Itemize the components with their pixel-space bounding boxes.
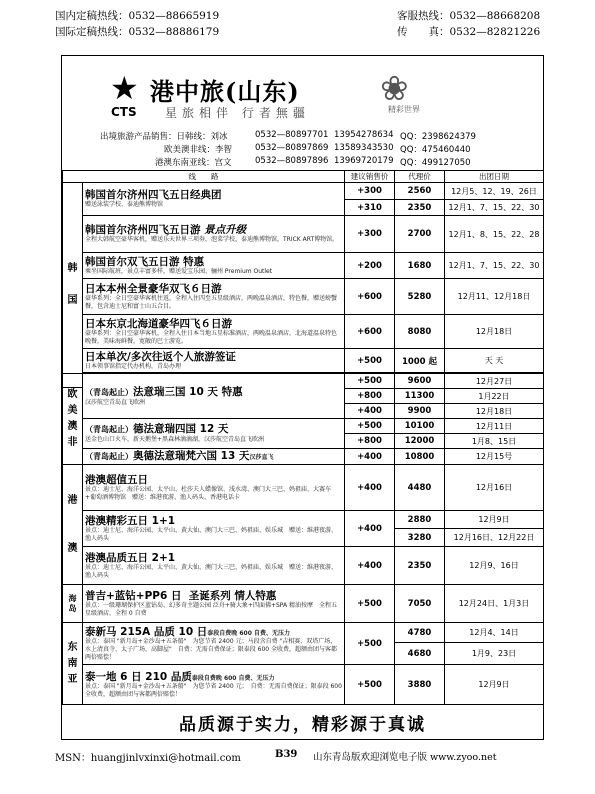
tour-hk-3: 港澳品质五日 2+1 景点：迪士尼、海洋公园、太平山、黄大仙、澳门大三巴、妈祖庙、娱乐城 赠送：维港夜游、渔人码头 — [83, 547, 345, 585]
region-sea: 东 南 亚 — [63, 623, 83, 705]
footer-publisher: 山东青岛版欢迎浏览电子版 www.zyoo.net — [313, 752, 497, 763]
tour-japan-2: 日本东京北海道豪华四飞６日游 豪华系列：全日空豪华客机，全程入住日本当地五星标准酒店，两晚温泉酒店，北海道温泉特色晚餐，美味海鲜餐，宽敞的巴士游览。 — [83, 315, 345, 349]
service-hotline: 客服热线：0532—88668208 — [397, 10, 541, 22]
domestic-hotline: 国内定稿热线：0532—88665919 — [55, 10, 220, 22]
region-hk: 港 澳 — [63, 465, 83, 585]
col-route: 线 路 — [63, 171, 345, 183]
brand-slogan: 星旅相伴 行者無疆 — [165, 106, 310, 120]
tour-japan-visa: 日本单次/多次往返个人旅游签证 日本领事馆指定代办机构，青岛办理 — [83, 349, 345, 373]
partner-logo-icon: ❀ — [380, 69, 409, 109]
region-hainan: 海 岛 — [63, 585, 83, 623]
tour-hk-2: 港澳精彩五日 1+1 景点：迪士尼、海洋公园、太平山、黄大仙、澳门大三巴、妈祖庙、娱乐城 赠送：维港夜游、渔人码头 — [83, 511, 345, 547]
brand-name: 港中旅(山东) — [150, 77, 300, 106]
page-number: B39 — [275, 749, 298, 760]
tour-korea-2: 韩国首尔济州四飞五日游 景点升级 全程大韩航空豪华客机，赠送乐天世界三项券，泡菜学校，泰迪熊博物馆，TRICK ART博物馆。 — [83, 216, 345, 253]
contact-row-1: 出境旅游产品销售：日韩线：刘冰 0532—80897701 13954278634 QQ：2398624379 — [100, 130, 476, 142]
col-agent-price: 代理价 — [395, 171, 445, 183]
tour-table-2: 欧 美 澳 非 （青岛起止）法意瑞三国 10 天 特惠 汉莎航空青岛直飞欧洲 +500 9600 12月27日 +800 11300 1月22日 +400 9900 12月18日 （青岛起止）德法意瑞四国 12 天 送金色山口火车，新天鹅堡+黑森林滴滴湖，汉莎航空青岛直飞欧洲 +500 10100 12月11日 +800 12000 1月8、15日 （青岛起止）奥德法意瑞梵六国 13 天汉莎直飞 +400 10800 12月15号 港 澳 港澳超值五日 景点：迪士尼、海洋公园、太平山、杜莎夫人蜡像馆、浅水湾、澳门大三巴、妈祖庙、大赛车+葡萄酒博物馆 赠送：维港夜游、渔人码头、香港电话卡 +400 4480 12月16日 港澳精彩五日 1+1 景点：迪士尼、海洋公园、太平山、黄大仙、澳门大三巴、妈祖庙、娱乐城 赠送：维港夜游、渔人码头 +400 2880 12月9日 3280 12月16日、12月22日 港澳品质五日 2+1 景点：迪士尼、海洋公园、太平山、黄大仙、澳门大三巴、妈祖庙、娱乐城 赠送：维港夜游、渔人码头 +400 2350 12月9、16日 海 岛 普吉+蓝钻+PP6 日 圣诞系列 情人特惠 景点：一级珊瑚保护区蓝钻岛、幻多奇主题公园 泛舟+骑大象+四面佛+SPA 精油按摩 全程五星级酒店，全程 0 自费 +500 7050 12月24日、1月3日 东 南 亚 泰新马 215A 品质 10 日泰段自费晚 600 自费、无压力 景点：泰国 "新月岛+金沙岛+五条船" 为您节省 2400 元；马段含自费 "吉相赛、双塔广场、水上清真寺、太子广场、高脚屋" 自费：无需自费保证；限泰段 600 全收费，超额由团与客都两倍赔偿！ +500 4780 12月4、14日 4680 1月9、23日 泰一地 6 日 210 品质泰段自费晚 600 自费、无压力 景点：泰国 "新月岛+金沙岛+五条船" 为您节省 2400 元； 自费：无需自费保证；限泰段 600 全收费，超额由团与客都两倍赔偿！ +500 3880 12月9日 — [62, 373, 544, 705]
region-euro: 欧 美 澳 非 — [63, 374, 83, 465]
tour-table: 线 路 建议销售价 代理价 出团日期 韩 国 韩国首尔济州四飞五日经典团 赠送泳装学校、泰迪熊博物馆 +300 2560 12月5、12、19、26日 +310 2350 12月1、7、15、22、30 韩国首尔济州四飞五日游 景点升级 全程大韩航空豪华客机，赠送乐天世界三项券，泡菜学校，泰迪熊博物馆，TRICK ART博物馆。 +300 2700 12月1、8、15、22、28 韩国首尔双飞五日游 特惠 乘坐国际航班，景点丰富多样，赠送爱宝乐园、骊州 Premium Outlet +200 1680 12月1、7、15、22、30 日本本州全景豪华双飞６日游 豪华系列：全日空豪华客机往返，全程入住四至五星级酒店，两晚温泉酒店，特色餐，赠送螃蟹餐，包含迪士尼和富士山五合目。 +600 5280 12月11、12月18日 日本东京北海道豪华四飞６日游 豪华系列：全日空豪华客机，全程入住日本当地五星标准酒店，两晚温泉酒店，北海道温泉特色晚餐，美味海鲜餐，宽敞的巴士游览。 +600 8080 12月18日 日本单次/多次往返个人旅游签证 日本领事馆指定代办机构，青岛办理 +500 1000 起 天 天 — [62, 170, 544, 388]
intl-hotline: 国际定稿热线：0532—88886179 — [55, 26, 220, 38]
tour-korea-1: 韩国首尔济州四飞五日经典团 赠送泳装学校、泰迪熊博物馆 — [83, 183, 345, 216]
col-dates: 出团日期 — [445, 171, 544, 183]
tour-sea-1: 泰新马 215A 品质 10 日泰段自费晚 600 自费、无压力 景点：泰国 "新月岛+金沙岛+五条船" 为您节省 2400 元；马段含自费 "吉相赛、双塔广场、水上清真寺、太子广场、高脚屋" 自费：无需自费保证；限泰段 600 全收费，超额由团与客都两倍赔偿！ — [83, 623, 345, 665]
cts-star-icon: ★ — [110, 69, 139, 107]
bottom-slogan: 品质源于实力，精彩源于真诚 — [179, 715, 426, 735]
contact-row-3: 港澳东南亚线：宫文 0532—80897896 13969720179 QQ：499127050 — [155, 156, 471, 168]
tour-korea-3: 韩国首尔双飞五日游 特惠 乘坐国际航班，景点丰富多样，赠送爱宝乐园、骊州 Premium Outlet — [83, 253, 345, 279]
tour-euro-2: （青岛起止）德法意瑞四国 12 天 送金色山口火车，新天鹅堡+黑森林滴滴湖，汉莎航空青岛直飞欧洲 — [83, 419, 345, 449]
contact-row-2: 欧美澳非线：李智 0532—80897869 13589343530 QQ：475460440 — [164, 143, 471, 155]
region-korea: 韩 国 — [63, 183, 83, 388]
tour-hk-1: 港澳超值五日 景点：迪士尼、海洋公园、太平山、杜莎夫人蜡像馆、浅水湾、澳门大三巴、妈祖庙、大赛车+葡萄酒博物馆 赠送：维港夜游、渔人码头、香港电话卡 — [83, 465, 345, 511]
tour-sea-2: 泰一地 6 日 210 品质泰段自费晚 600 自费、无压力 景点：泰国 "新月岛+金沙岛+五条船" 为您节省 2400 元； 自费：无需自费保证；限泰段 600 全收费，超额由团与客都两倍赔偿！ — [83, 665, 345, 705]
tour-euro-1: （青岛起止）法意瑞三国 10 天 特惠 汉莎航空青岛直飞欧洲 — [83, 374, 345, 419]
fax: 传 真：0532—82821226 — [397, 26, 541, 38]
footer-msn: MSN：huangjinlvxinxi@hotmail.com — [55, 753, 241, 764]
tour-island-1: 普吉+蓝钻+PP6 日 圣诞系列 情人特惠 景点：一级珊瑚保护区蓝钻岛、幻多奇主题公园 泛舟+骑大象+四面佛+SPA 精油按摩 全程五星级酒店，全程 0 自费 — [83, 585, 345, 623]
partner-name: 精彩世界 — [388, 105, 420, 114]
col-suggested-price: 建议销售价 — [345, 171, 395, 183]
cts-abbr: CTS — [111, 105, 137, 119]
tour-japan-1: 日本本州全景豪华双飞６日游 豪华系列：全日空豪华客机往返，全程入住四至五星级酒店，两晚温泉酒店，特色餐，赠送螃蟹餐，包含迪士尼和富士山五合目。 — [83, 279, 345, 315]
tour-euro-3: （青岛起止）奥德法意瑞梵六国 13 天汉莎直飞 — [83, 449, 345, 465]
